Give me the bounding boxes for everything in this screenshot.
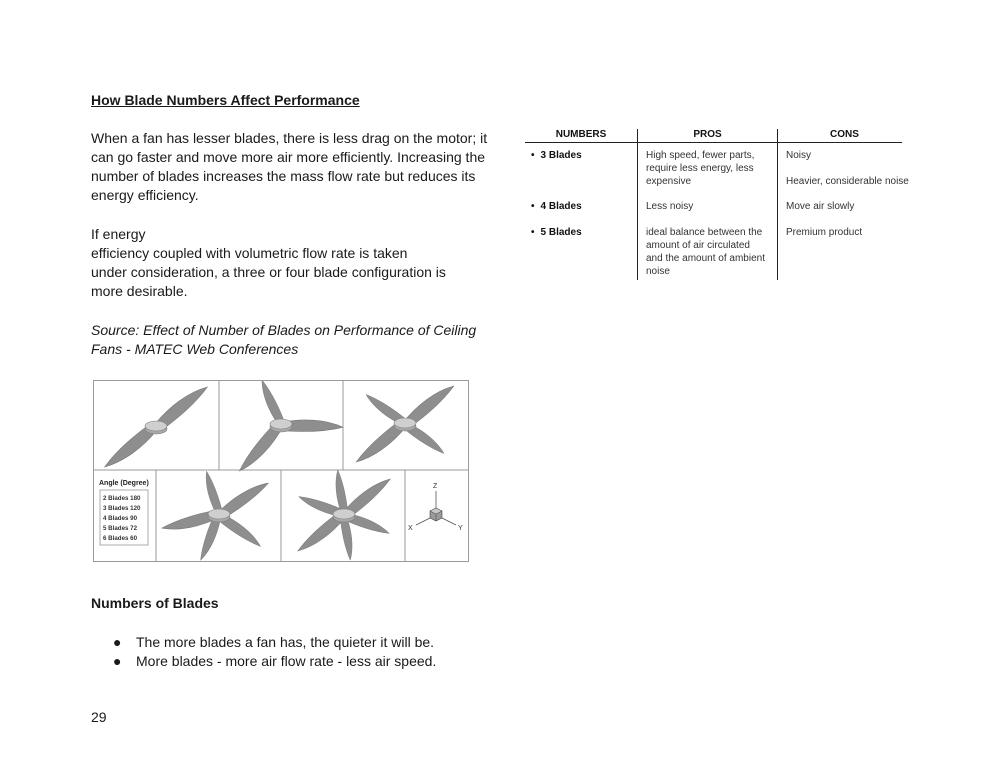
list-item-text: More blades - more air flow rate - less air speed. xyxy=(136,653,437,669)
list-item-text: The more blades a fan has, the quieter it will be. xyxy=(136,634,435,650)
bullet: • xyxy=(531,201,535,212)
pros-line: require less energy, less xyxy=(646,163,754,174)
row-3-blades-pros xyxy=(646,149,771,188)
fan-6-blades xyxy=(290,470,399,560)
source-citation xyxy=(91,321,491,359)
list-item xyxy=(113,633,436,652)
pros-line: expensive xyxy=(646,176,692,187)
legend-row: 2 Blades 180 xyxy=(103,495,141,502)
paragraph-line: number of blades increases the mass flow rate but reduces its xyxy=(91,168,476,184)
axis-label-x: X xyxy=(408,525,413,532)
number-label: 3 Blades xyxy=(540,150,582,161)
row-5-blades-cons xyxy=(786,226,916,239)
legend-row: 4 Blades 90 xyxy=(103,515,138,522)
cons-line: Noisy xyxy=(786,150,812,161)
bullet-marker: ● xyxy=(113,653,122,669)
bullet: • xyxy=(531,150,535,161)
pros-line: ideal balance between the xyxy=(646,227,763,238)
fan-4-blades xyxy=(348,383,463,464)
paragraph-line: can go faster and move more air more efficiently. Increasing the xyxy=(91,149,486,165)
pros-line: High speed, fewer parts, xyxy=(646,150,755,161)
header-pros: PROS xyxy=(693,129,722,140)
header-divider xyxy=(525,142,902,143)
pros-line: Less noisy xyxy=(646,201,694,212)
cons-spacer xyxy=(786,162,916,175)
blades-bullet-list xyxy=(113,633,436,671)
pros-line: amount of air circulated xyxy=(646,240,750,251)
header-numbers: NUMBERS xyxy=(555,129,607,140)
numbers-of-blades-heading: Numbers of Blades xyxy=(91,595,219,611)
paragraph-line: energy efficiency. xyxy=(91,187,199,203)
paragraph-configuration xyxy=(91,225,491,301)
cons-line: Premium product xyxy=(786,227,863,238)
bullet: • xyxy=(531,227,535,238)
header-cons: CONS xyxy=(830,129,859,140)
cons-line: Move air slowly xyxy=(786,201,855,212)
list-item xyxy=(113,652,436,671)
row-5-blades-number xyxy=(531,226,582,239)
column-divider xyxy=(637,129,638,280)
row-4-blades-number xyxy=(531,200,582,213)
pros-line: and the amount of ambient xyxy=(646,253,765,264)
legend-title: Angle (Degree) xyxy=(99,480,149,487)
axis-label-z: Z xyxy=(433,483,438,490)
paragraph-line: efficiency coupled with volumetric flow rate is taken xyxy=(91,245,408,261)
number-label: 4 Blades xyxy=(540,201,582,212)
paragraph-line: under consideration, a three or four blade configuration is xyxy=(91,264,446,280)
source-line: Source: Effect of Number of Blades on Performance of Ceiling xyxy=(91,322,477,338)
row-4-blades-pros xyxy=(646,200,771,213)
row-3-blades-cons xyxy=(786,149,916,188)
page-number: 29 xyxy=(91,709,107,725)
legend-row: 5 Blades 72 xyxy=(103,525,138,532)
fan-blades-figure xyxy=(93,380,469,562)
source-line: Fans - MATEC Web Conferences xyxy=(91,341,299,357)
paragraph-line: If energy xyxy=(91,226,146,242)
row-5-blades-pros xyxy=(646,226,771,278)
axis-triad-icon xyxy=(408,483,463,532)
axis-label-y: Y xyxy=(458,525,463,532)
number-label: 5 Blades xyxy=(540,227,582,238)
paragraph-blade-drag xyxy=(91,129,491,205)
row-3-blades-number xyxy=(531,149,582,162)
legend-row: 6 Blades 60 xyxy=(103,535,138,542)
fan-5-blades xyxy=(162,471,274,560)
cons-line: Heavier, considerable noise xyxy=(786,176,909,187)
paragraph-line: more desirable. xyxy=(91,283,188,299)
paragraph-line: When a fan has lesser blades, there is less drag on the motor; it xyxy=(91,130,488,146)
legend-row: 3 Blades 120 xyxy=(103,505,141,512)
pros-line: noise xyxy=(646,266,670,277)
row-4-blades-cons xyxy=(786,200,916,213)
fan-2-blades xyxy=(96,387,217,468)
column-divider xyxy=(777,129,778,280)
bullet-marker: ● xyxy=(113,634,122,650)
section-heading: How Blade Numbers Affect Performance xyxy=(91,92,360,108)
blade-angle-legend xyxy=(99,480,149,545)
fan-3-blades xyxy=(227,381,343,471)
fan-blades-svg xyxy=(94,381,468,561)
